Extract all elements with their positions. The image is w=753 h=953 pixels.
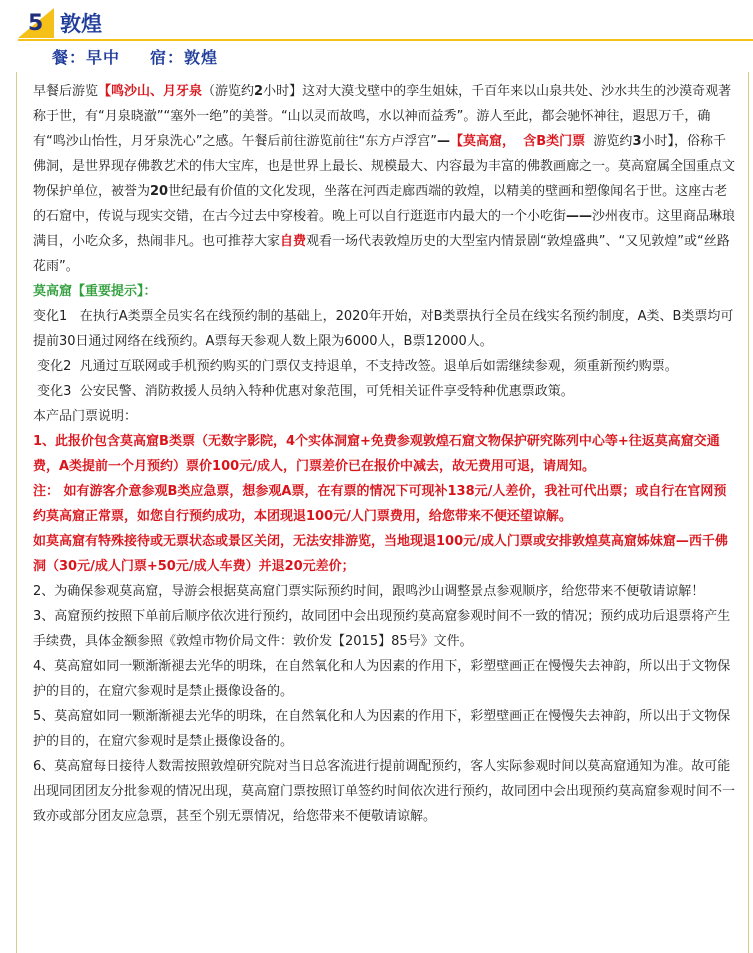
meal-stay-line (52, 45, 218, 68)
stay-info: 宿：敦煌 (150, 48, 219, 67)
red-note: 如莫高窟有特殊接待或无票状态或景区关闭，无法安排游览，当地现退100元/成人门票或安排敦煌莫高窟姊妹窟—西千佛洞（30元/成人门票+50元/成人车费）并退20元差价； (33, 534, 728, 574)
day-number: 5 (28, 11, 44, 36)
red-note: 注： 如有游客介意参观B类应急票，想参观A票，在有票的情况下可现补138元/人差价，我社可代出票；或自行在官网预约莫高窟正常票，如您自行预约成功，本团现退100元/人门票费用，给您带来不便还望谅解。 (33, 484, 727, 524)
day-city-title: 敦煌 (60, 12, 102, 36)
meals-info: 餐：早中 (52, 48, 121, 67)
note-item: 5、莫高窟如同一颗渐渐褪去光华的明珠，在自然氧化和人为因素的作用下，彩塑壁画正在慢慢失去神韵，所以出于文物保护的目的，在窟穴参观时是禁止摄像设备的。 (33, 709, 731, 749)
change-item: 变化2 凡通过互联网或手机预约购买的门票仅支持退单，不支持改签。退单后如需继续参观，须重新预约购票。 (37, 359, 678, 374)
day-header (0, 0, 753, 72)
change-item: 变化1 在执行A类票全员实名在线预约制的基础上，2020年开始，对B类票执行全员在线实名预约制度，A类、B类票均可提前30日通过网络在线预约。A票每天参观人数上限为6000人，B票12000人。 (33, 309, 734, 349)
day-badge (18, 8, 54, 38)
ticket-title: 本产品门票说明： (33, 409, 138, 424)
note-item: 4、莫高窟如同一颗渐渐褪去光华的明珠，在自然氧化和人为因素的作用下，彩塑壁画正在慢慢失去神韵，所以出于文物保护的目的，在窟穴参观时是禁止摄像设备的。 (33, 659, 731, 699)
header-underline (18, 39, 753, 41)
intro-paragraph: 早餐后游览【鸣沙山、月牙泉（游览约2小时】这对大漠戈壁中的孪生姐妹，千百年来以山泉共处、沙水共生的沙漠奇观著称于世，有“月泉晓澈”“塞外一绝”的美誉。“山以灵而故鸣，水以神而益秀”。游人至此，都会驰怀神往，遐思万千，确有“鸣沙山怡性，月牙泉洗心”之感。午餐后前往游览前往“东方卢浮宫”—【莫高窟， 含B类门票 游览约3小时】，俗称千佛洞，是世界现存佛教艺术的伟大宝库，也是世界上最长、规模最大、内容最为丰富的佛教画廊之一。莫高窟属全国重点文物保护单位，被誉为20世纪最有价值的文化发现，坐落在河西走廊西端的敦煌，以精美的壁画和塑像闻名于世。这座古老的石窟中，传说与现实交错，在古今过去中穿梭着。晚上可以自行逛逛市内最大的一个小吃街——沙州夜市。这里商品琳琅满目，小吃众多，热闹非凡。也可推荐大家自费观看一场代表敦煌历史的大型室内情景剧“敦煌盛典”、“又见敦煌”或“丝路花雨”。 (33, 84, 736, 274)
itinerary-content (33, 79, 738, 829)
change-item: 变化3 公安民警、消防救援人员纳入特种优惠对象范围，可凭相关证件享受特种优惠票政策。 (37, 384, 574, 399)
note-item: 3、高窟预约按照下单前后顺序依次进行预约，故同团中会出现预约莫高窟参观时间不一致的情况；预约成功后退票将产生手续费，具体金额参照《敦煌市物价局文件：敦价发【2015】85号》文件。 (33, 609, 731, 649)
note-item: 6、莫高窟每日接待人数需按照敦煌研究院对当日总客流进行提前调配预约，客人实际参观时间以莫高窟通知为准。故可能出现同团团友分批参观的情况出现，莫高窟门票按照订单签约时间依次进行预约，故同团中会出现预约莫高窟参观时间不一致亦或部分团友应急票，甚至个别无票情况，给您带来不便敬请谅解。 (33, 759, 736, 824)
tip-title: 莫高窟【重要提示】： (33, 284, 157, 299)
note-item: 2、为确保参观莫高窟，导游会根据莫高窟门票实际预约时间，跟鸣沙山调整景点参观顺序，给您带来不便敬请谅解！ (33, 584, 705, 599)
red-note: 1、此报价包含莫高窟B类票（无数字影院，4个实体洞窟+免费参观敦煌石窟文物保护研究陈列中心等+往返莫高窟交通费，A类提前一个月预约）票价100元/成人，门票差价已在报价中减去，故无费用可退，请周知。 (33, 434, 720, 474)
